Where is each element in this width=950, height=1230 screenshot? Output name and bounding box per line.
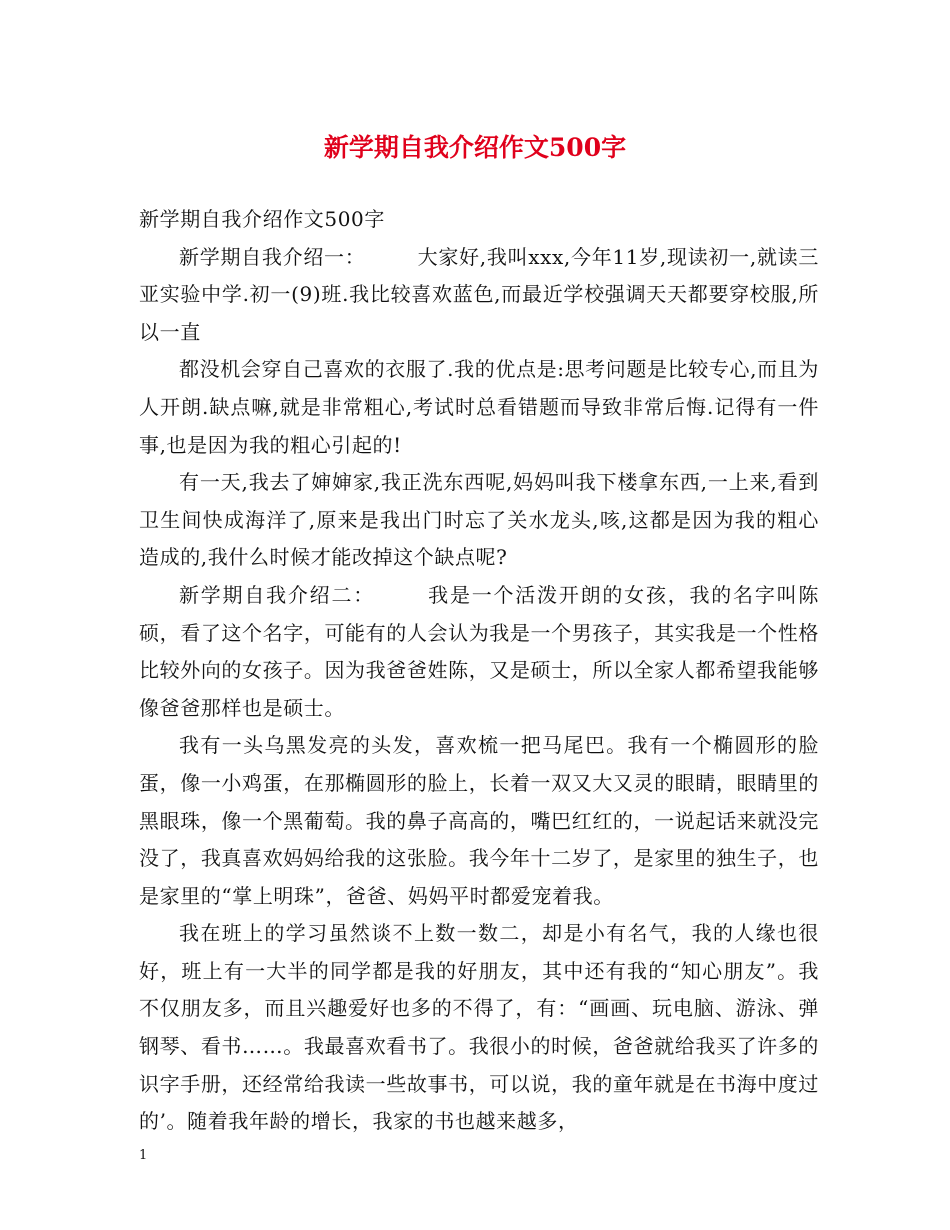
paragraph — [139, 464, 819, 577]
document-body — [139, 201, 819, 1141]
paragraph-text: 我在班上的学习虽然谈不上数一数二，却是小有名气，我的人缘也很好，班上有一大半的同学都是我的好朋友，其中还有我的“知心朋友”。我不仅朋友多，而且兴趣爱好也多的不得了，有：“画画、玩电脑、游泳、弹钢琴、看书……。我最喜欢看书了。我很小的时候，爸爸就给我买了许多的识字手册，还经常给我读一些故事书，可以说，我的童年就是在书海中度过的’。随着我年龄的增长，我家的书也越来越多， — [139, 921, 819, 1134]
section-lead: 新学期自我介绍二： — [179, 582, 375, 607]
paragraph — [139, 239, 819, 352]
paragraph — [139, 577, 819, 727]
paragraph — [139, 351, 819, 464]
subtitle-line: 新学期自我介绍作文500字 — [139, 207, 385, 231]
page-title: 新学期自我介绍作文500字 — [323, 133, 627, 162]
paragraph — [139, 727, 819, 915]
paragraph-text: 我有一头乌黑发亮的头发，喜欢梳一把马尾巴。我有一个椭圆形的脸蛋，像一小鸡蛋，在那椭圆形的脸上，长着一双又大又灵的眼睛，眼睛里的黑眼珠，像一个黑葡萄。我的鼻子高高的，嘴巴红红的，一说起话来就没完没了，我真喜欢妈妈给我的这张脸。我今年十二岁了，是家里的独生子，也是家里的“掌上明珠”，爸爸、妈妈平时都爱宠着我。 — [139, 733, 819, 908]
section-lead: 新学期自我介绍一： — [179, 244, 366, 269]
paragraph-text: 都没机会穿自己喜欢的衣服了.我的优点是:思考问题是比较专心,而且为人开朗.缺点嘛,就是非常粗心,考试时总看错题而导致非常后悔.记得有一件事,也是因为我的粗心引起的! — [139, 357, 819, 457]
page-number: 1 — [139, 1148, 148, 1163]
paragraph — [139, 915, 819, 1141]
paragraph-text: 大家好,我叫xxx,今年11岁,现读初一,就读三亚实验中学.初一(9)班.我比较喜欢蓝色,而最近学校强调天天都要穿校服,所以一直 — [139, 244, 819, 344]
paragraph-text: 有一天,我去了婶婶家,我正洗东西呢,妈妈叫我下楼拿东西,一上来,看到卫生间快成海洋了,原来是我出门时忘了关水龙头,咳,这都是因为我的粗心造成的,我什么时候才能改掉这个缺点呢? — [139, 470, 819, 570]
paragraph-text: 我是一个活泼开朗的女孩，我的名字叫陈硕，看了这个名字，可能有的人会认为我是一个男孩子，其实我是一个性格比较外向的女孩子。因为我爸爸姓陈，又是硕士，所以全家人都希望我能够像爸爸那样也是硕士。 — [139, 582, 819, 720]
